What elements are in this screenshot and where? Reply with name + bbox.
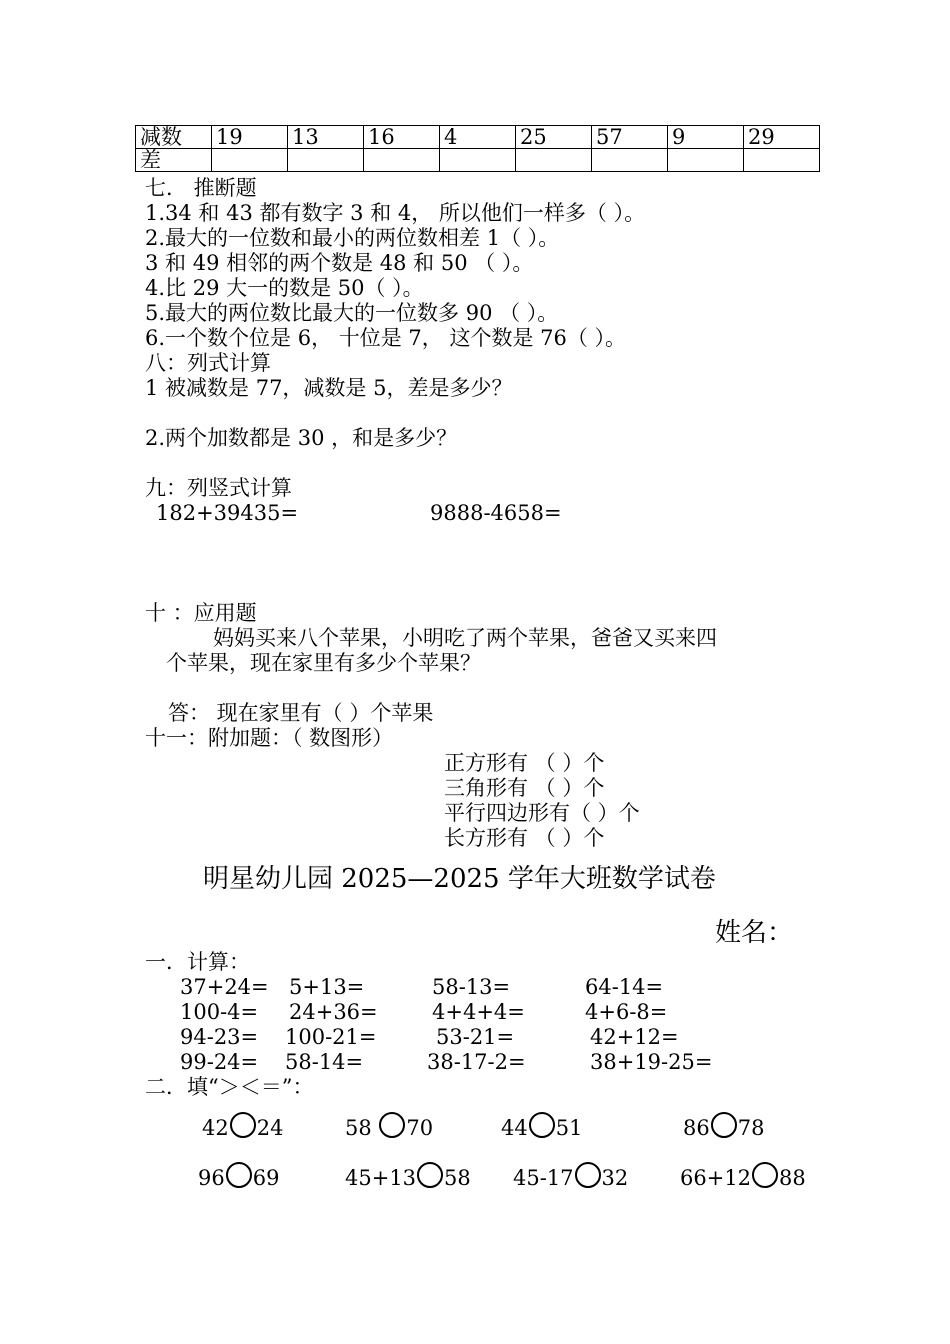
table-cell-empty	[440, 149, 516, 172]
table-cell-empty	[592, 149, 668, 172]
table-cell-empty	[288, 149, 364, 172]
calc-expr: 24+36=	[289, 1000, 378, 1024]
shape-count-item: 三角形有 （ ）个	[444, 776, 605, 800]
compare-item	[513, 1162, 628, 1190]
table-cell: 9	[668, 126, 744, 149]
calc-expr: 4+6-8=	[585, 1000, 668, 1024]
compare-circle-blank[interactable]	[711, 1112, 737, 1138]
calc-expr: 58-13=	[432, 975, 511, 999]
calc-expr: 58-14=	[285, 1050, 364, 1074]
section-10-title: 十 ：应用题	[145, 601, 257, 625]
compare-right: 32	[601, 1166, 629, 1190]
application-problem: 妈妈买来八个苹果，小明吃了两个苹果，爸爸又买来四	[213, 626, 717, 650]
judgement-item: 5.最大的两位数比最大的一位数多 90 （ ）。	[145, 301, 559, 325]
compare-left: 96	[198, 1166, 225, 1190]
table-row	[136, 126, 820, 149]
compare-right: 70	[406, 1116, 434, 1140]
compare-left: 42	[202, 1116, 229, 1140]
compare-item	[345, 1162, 471, 1190]
judgement-item: 3 和 49 相邻的两个数是 48 和 50 （ ）。	[145, 251, 534, 275]
section-11-title: 十一：附加题：（ 数图形）	[145, 726, 394, 750]
shape-count-item: 平行四边形有（ ）个	[444, 801, 640, 825]
compare-left: 86	[683, 1116, 710, 1140]
compare-left: 45+13	[345, 1166, 417, 1190]
shape-count-item: 长方形有 （ ）个	[444, 826, 605, 850]
section-1-title: 一．计算：	[145, 950, 250, 974]
calc-expr: 37+24=	[180, 975, 269, 999]
compare-right: 24	[256, 1116, 284, 1140]
section-9-title: 九：列竖式计算	[145, 476, 292, 500]
table-cell: 4	[440, 126, 516, 149]
judgement-item: 6.一个数个位是 6， 十位是 7， 这个数是 76（ ）。	[145, 326, 627, 350]
compare-item	[683, 1112, 764, 1140]
compare-right: 69	[252, 1166, 280, 1190]
vertical-calc-expr: 9888-4658=	[430, 501, 562, 525]
name-label: 姓名：	[715, 918, 794, 948]
calc-expr: 99-24=	[180, 1050, 259, 1074]
calc-expr: 100-21=	[285, 1025, 377, 1049]
table-cell: 16	[364, 126, 440, 149]
judgement-item: 2.最大的一位数和最小的两位数相差 1（ ）。	[145, 226, 560, 250]
table-cell: 25	[516, 126, 592, 149]
compare-item	[501, 1112, 582, 1140]
calc-expr: 5+13=	[289, 975, 365, 999]
judgement-item: 4.比 29 大一的数是 50（ ）。	[145, 276, 424, 300]
table-cell: 57	[592, 126, 668, 149]
calc-expr: 4+4+4=	[432, 1000, 525, 1024]
calc-expr: 38+19-25=	[590, 1050, 713, 1074]
shape-count-item: 正方形有 （ ）个	[444, 751, 605, 775]
calc-expr: 53-21=	[436, 1025, 515, 1049]
compare-left: 66+12	[680, 1166, 752, 1190]
word-problem: 2.两个加数都是 30 ，和是多少？	[145, 426, 458, 450]
table-cell: 29	[744, 126, 820, 149]
table-row-label: 减数	[136, 126, 212, 149]
table-cell: 19	[212, 126, 288, 149]
vertical-calc-expr: 182+39435=	[156, 501, 299, 525]
table-cell-empty	[744, 149, 820, 172]
calc-expr: 100-4=	[180, 1000, 259, 1024]
compare-right: 88	[779, 1166, 806, 1190]
compare-item	[345, 1112, 433, 1140]
calc-expr: 38-17-2=	[427, 1050, 526, 1074]
calc-expr: 94-23=	[180, 1025, 259, 1049]
word-problem: 1 被减数是 77，减数是 5，差是多少？	[145, 376, 513, 400]
compare-item	[198, 1162, 279, 1190]
exam-title: 明星幼儿园 2025—2025 学年大班数学试卷	[203, 864, 716, 894]
table-cell-empty	[516, 149, 592, 172]
compare-left: 58	[345, 1116, 379, 1140]
calc-expr: 64-14=	[585, 975, 664, 999]
calc-expr: 42+12=	[590, 1025, 679, 1049]
compare-left: 45-17	[513, 1166, 574, 1190]
compare-right: 58	[444, 1166, 471, 1190]
compare-circle-blank[interactable]	[379, 1112, 405, 1138]
table-cell: 13	[288, 126, 364, 149]
compare-circle-blank[interactable]	[417, 1162, 443, 1188]
compare-item	[680, 1162, 806, 1190]
subtraction-table	[135, 125, 820, 172]
judgement-item: 1.34 和 43 都有数字 3 和 4， 所以他们一样多（ ）。	[145, 201, 646, 225]
compare-circle-blank[interactable]	[230, 1112, 256, 1138]
answer-line: 答： 现在家里有（ ）个苹果	[168, 701, 434, 725]
section-8-title: 八：列式计算	[145, 351, 271, 375]
compare-circle-blank[interactable]	[752, 1162, 778, 1188]
compare-right: 51	[555, 1116, 583, 1140]
table-cell-empty	[364, 149, 440, 172]
table-row-label: 差	[136, 149, 212, 172]
table-cell-empty	[668, 149, 744, 172]
table-row	[136, 149, 820, 172]
compare-left: 44	[501, 1116, 528, 1140]
compare-right: 78	[737, 1116, 765, 1140]
section-7-title: 七． 推断题	[145, 176, 257, 200]
compare-circle-blank[interactable]	[575, 1162, 601, 1188]
section-2-title: 二．填“＞＜＝”：	[145, 1075, 314, 1099]
compare-circle-blank[interactable]	[529, 1112, 555, 1138]
application-problem: 个苹果，现在家里有多少个苹果？	[166, 651, 481, 675]
compare-item	[202, 1112, 283, 1140]
table-cell-empty	[212, 149, 288, 172]
compare-circle-blank[interactable]	[226, 1162, 252, 1188]
